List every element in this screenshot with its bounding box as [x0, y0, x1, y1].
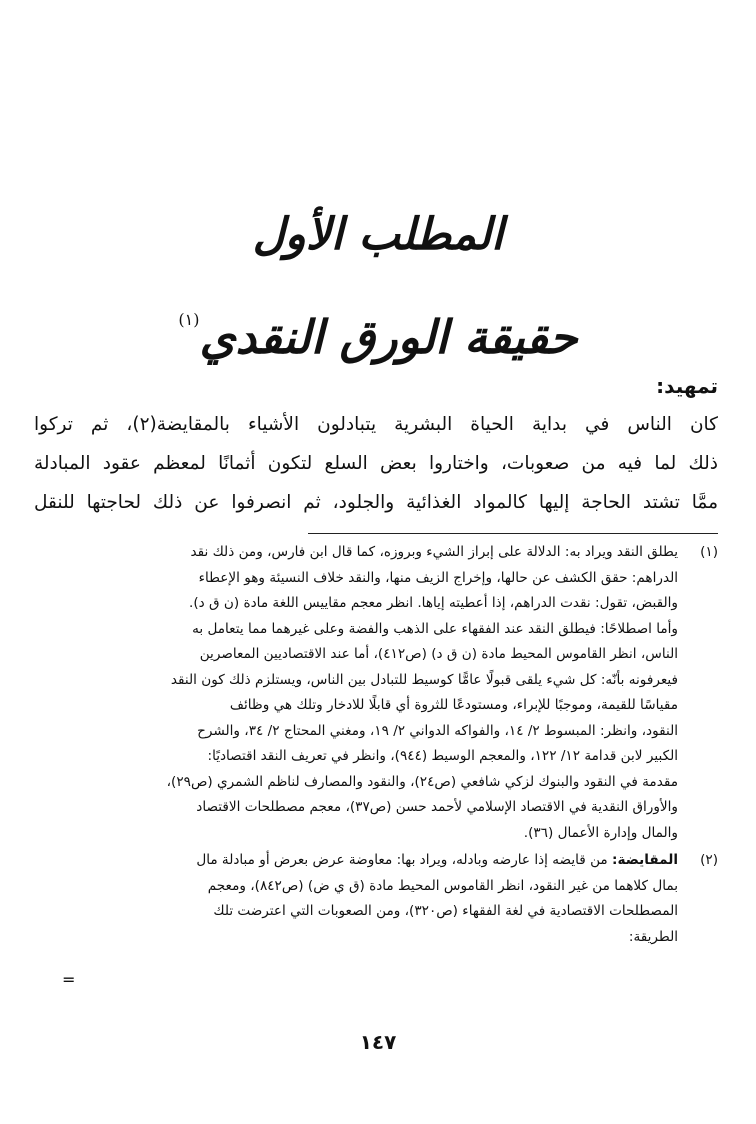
footnote-2	[34, 848, 718, 950]
continuation-mark: =	[62, 970, 76, 989]
subtitle-text: حقيقة الورق النقدي	[199, 310, 578, 364]
footnote-line: الطريقة:	[628, 928, 678, 945]
body-line: ممَّا تشتد الحاجة إليها كالمواد الغذائية والجلود، ثم انصرفوا عن ذلك لحاجتها للنقل	[34, 492, 718, 513]
footnote-line: بمال كلاهما من غير النقود، انظر القاموس المحيط مادة (ق ي ض) (ص٨٤٢)، ومعجم	[207, 877, 678, 894]
footnote-line: والمال وإدارة الأعمال (٣٦).	[523, 824, 678, 841]
footnote-line: الدراهم: حقق الكشف عن حالها، وإخراج الزيف منها، والنقد خلاف النسيئة وهو الإعطاء	[198, 569, 678, 586]
footnote-line	[34, 848, 678, 874]
section-title: المطلب الأول	[252, 209, 504, 260]
page-number: ١٤٧	[359, 1030, 397, 1054]
footnote-divider	[308, 533, 718, 534]
subtitle-footnote-ref: (١)	[178, 310, 200, 329]
footnote-line: وأما اصطلاحًا: فيطلق النقد عند الفقهاء على الذهب والفضة وعلى غيرهما مما يتعامل به	[192, 620, 678, 637]
body-line: كان الناس في بداية الحياة البشرية يتبادلون الأشياء بالمقايضة(٢)، ثم تركوا	[34, 414, 718, 435]
footnote-line: النقود، وانظر: المبسوط ٢/ ١٤، والفواكه الدواني ٢/ ١٩، ومغني المحتاج ٢/ ٣٤، والشرح	[197, 722, 678, 739]
footnote-line: مقدمة في النقود والبنوك لزكي شافعي (ص٢٤)، والنقود والمصارف لناظم الشمري (ص٢٩)،	[166, 773, 678, 790]
footnote-line-text: من قايضه إذا عارضه وبادله، ويراد بها: معاوضة عرض بعرض أو مبادلة مال	[196, 852, 608, 868]
footnote-line: والأوراق النقدية في الاقتصاد الإسلامي لأحمد حسن (ص٣٧)، معجم مصطلحات الاقتصاد	[196, 799, 678, 815]
footnote-line: والقبض، تقول: نقدت الدراهم، إذا أعطيته إياها. انظر معجم مقاييس اللغة مادة (ن ق د).	[189, 595, 678, 611]
footnote-1	[34, 540, 718, 846]
footnote-line: مقياسًا للقيمة، وموجبًا للإبراء، ومستودعًا للثروة أي قابلًا للادخار وتلك هي وظائف	[229, 697, 678, 713]
footnote-number: (٢)	[700, 852, 718, 868]
footnote-line: الكبير لابن قدامة ١٢/ ١٢٢، والمعجم الوسيط (٩٤٤)، وانظر في تعريف النقد اقتصاديًا:	[207, 748, 678, 764]
footnote-line: الناس، انظر القاموس المحيط مادة (ن ق د) (ص٤١٢)، أما عند الاقتصاديين المعاصرين	[199, 646, 678, 662]
footnote-line: يطلق النقد ويراد به: الدلالة على إبراز الشيء وبروزه، كما قال ابن فارس، ومن ذلك نقد	[190, 544, 678, 560]
title-block	[0, 205, 756, 372]
footnote-line: المصطلحات الاقتصادية في لغة الفقهاء (ص٣٢٠)، ومن الصعوبات التي اعترضت تلك	[213, 903, 678, 919]
footnote-number: (١)	[700, 544, 718, 560]
subtitle	[0, 285, 756, 372]
body-line: ذلك لما فيه من صعوبات، واختاروا بعض السلع لتكون أثمانًا لمعظم عقود المبادلة	[34, 453, 718, 474]
footnote-term: المقايضة:	[612, 852, 678, 868]
body-paragraph	[34, 405, 718, 522]
intro-heading: تمهيد:	[656, 374, 718, 398]
footnotes	[34, 540, 718, 952]
footnote-line: فيعرفونه بأنّه: كل شيء يلقى قبولًا عامًّا كوسيط للتبادل بين الناس، ويستلزم ذلك كون النقد	[170, 671, 678, 688]
